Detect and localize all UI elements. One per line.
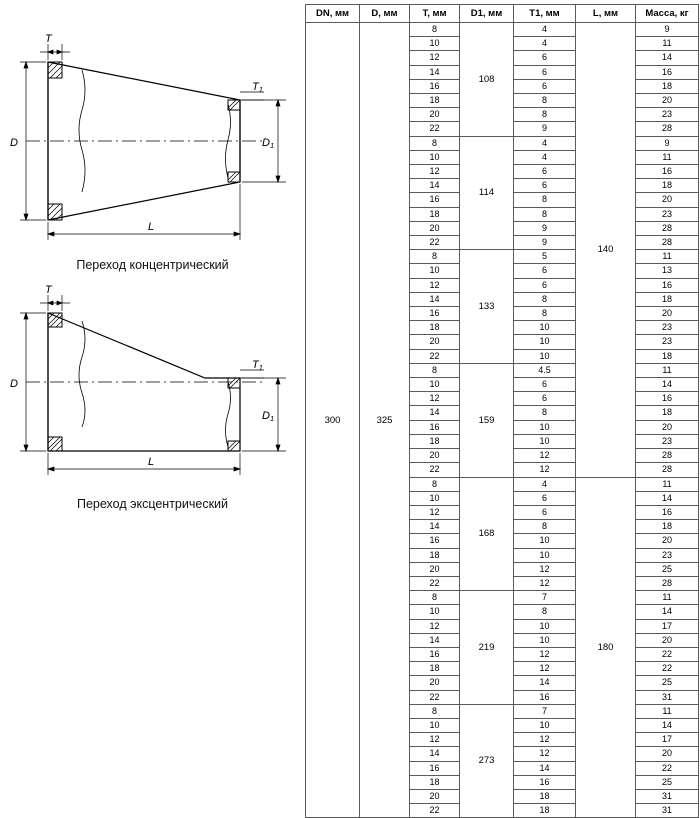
dimensions-table-wrapper xyxy=(305,4,700,818)
cell-t: 8 xyxy=(410,136,460,150)
cell-t: 12 xyxy=(410,733,460,747)
cell-t1: 10 xyxy=(514,534,576,548)
cell-t: 16 xyxy=(410,761,460,775)
cell-t: 14 xyxy=(410,747,460,761)
cell-t1: 10 xyxy=(514,633,576,647)
header-dn: DN, мм xyxy=(306,5,360,23)
drawings-panel xyxy=(0,0,305,588)
cell-dn: 300 xyxy=(306,23,360,818)
cell-mass: 20 xyxy=(636,94,699,108)
cell-t1: 10 xyxy=(514,548,576,562)
header-d: D, мм xyxy=(360,5,410,23)
label-T-concentric: T xyxy=(45,33,52,45)
cell-mass: 11 xyxy=(636,150,699,164)
cell-t1: 6 xyxy=(514,378,576,392)
cell-t: 20 xyxy=(410,676,460,690)
cell-t: 16 xyxy=(410,420,460,434)
header-t1: T1, мм xyxy=(514,5,576,23)
cell-mass: 16 xyxy=(636,165,699,179)
cell-mass: 20 xyxy=(636,633,699,647)
cell-t: 18 xyxy=(410,207,460,221)
cell-t: 8 xyxy=(410,704,460,718)
cell-t1: 12 xyxy=(514,562,576,576)
cell-mass: 11 xyxy=(636,477,699,491)
table-header-row xyxy=(306,5,699,23)
cell-t1: 10 xyxy=(514,420,576,434)
cell-t: 14 xyxy=(410,179,460,193)
cell-t: 22 xyxy=(410,804,460,818)
eccentric-reducer-drawing xyxy=(0,283,305,498)
cell-t: 8 xyxy=(410,477,460,491)
cell-t1: 4 xyxy=(514,150,576,164)
label-L-eccentric: L xyxy=(148,456,155,468)
cell-t1: 10 xyxy=(514,321,576,335)
cell-t: 14 xyxy=(410,406,460,420)
cell-mass: 20 xyxy=(636,534,699,548)
cell-t: 10 xyxy=(410,264,460,278)
label-D1-concentric: D1 xyxy=(262,137,275,150)
cell-d: 325 xyxy=(360,23,410,818)
cell-t1: 14 xyxy=(514,761,576,775)
cell-mass: 11 xyxy=(636,37,699,51)
cell-mass: 18 xyxy=(636,179,699,193)
cell-mass: 23 xyxy=(636,548,699,562)
cell-mass: 28 xyxy=(636,576,699,590)
header-d1: D1, мм xyxy=(460,5,514,23)
cell-mass: 18 xyxy=(636,349,699,363)
cell-mass: 18 xyxy=(636,292,699,306)
cell-t1: 14 xyxy=(514,676,576,690)
cell-mass: 17 xyxy=(636,733,699,747)
cell-mass: 22 xyxy=(636,761,699,775)
dimension-T xyxy=(40,44,70,60)
cell-t: 10 xyxy=(410,378,460,392)
cell-mass: 28 xyxy=(636,122,699,136)
cell-mass: 28 xyxy=(636,236,699,250)
cell-t1: 9 xyxy=(514,221,576,235)
cell-mass: 9 xyxy=(636,23,699,37)
dimension-L-ecc xyxy=(48,453,240,475)
cell-t1: 12 xyxy=(514,647,576,661)
cell-t: 16 xyxy=(410,534,460,548)
cell-t1: 16 xyxy=(514,775,576,789)
concentric-reducer-drawing xyxy=(0,0,305,255)
cell-mass: 20 xyxy=(636,307,699,321)
cell-t: 18 xyxy=(410,94,460,108)
cell-t1: 10 xyxy=(514,434,576,448)
cell-t: 18 xyxy=(410,662,460,676)
cell-mass: 11 xyxy=(636,250,699,264)
cell-t: 12 xyxy=(410,392,460,406)
cell-t: 16 xyxy=(410,193,460,207)
cell-t1: 4 xyxy=(514,477,576,491)
cell-t1: 9 xyxy=(514,122,576,136)
cell-t: 16 xyxy=(410,307,460,321)
cell-t1: 9 xyxy=(514,236,576,250)
header-l: L, мм xyxy=(576,5,636,23)
cell-t1: 6 xyxy=(514,278,576,292)
cell-mass: 20 xyxy=(636,420,699,434)
cell-t1: 8 xyxy=(514,193,576,207)
cell-mass: 14 xyxy=(636,51,699,65)
cell-t: 22 xyxy=(410,690,460,704)
cell-t1: 4.5 xyxy=(514,363,576,377)
cell-t: 14 xyxy=(410,520,460,534)
cell-t1: 16 xyxy=(514,690,576,704)
cell-t1: 6 xyxy=(514,491,576,505)
cell-t1: 6 xyxy=(514,505,576,519)
cell-mass: 31 xyxy=(636,690,699,704)
cell-t1: 6 xyxy=(514,65,576,79)
cell-t: 14 xyxy=(410,292,460,306)
cell-t: 12 xyxy=(410,619,460,633)
cell-t: 10 xyxy=(410,605,460,619)
cell-mass: 25 xyxy=(636,775,699,789)
cell-t: 10 xyxy=(410,718,460,732)
label-D-concentric: D xyxy=(10,137,18,149)
cell-mass: 18 xyxy=(636,520,699,534)
cell-t1: 10 xyxy=(514,335,576,349)
cell-mass: 18 xyxy=(636,79,699,93)
cell-t1: 6 xyxy=(514,392,576,406)
cell-mass: 16 xyxy=(636,65,699,79)
cell-t1: 4 xyxy=(514,136,576,150)
cell-t1: 18 xyxy=(514,804,576,818)
cell-t1: 4 xyxy=(514,37,576,51)
cell-t: 12 xyxy=(410,165,460,179)
cell-t: 8 xyxy=(410,591,460,605)
cell-t: 18 xyxy=(410,775,460,789)
cell-t1: 10 xyxy=(514,718,576,732)
cell-t1: 8 xyxy=(514,94,576,108)
cell-t: 8 xyxy=(410,250,460,264)
cell-t: 22 xyxy=(410,463,460,477)
cell-mass: 28 xyxy=(636,463,699,477)
cell-t: 12 xyxy=(410,278,460,292)
cell-mass: 25 xyxy=(636,676,699,690)
header-mass: Масса, кг xyxy=(636,5,699,23)
cell-mass: 22 xyxy=(636,662,699,676)
label-T-eccentric: T xyxy=(45,284,52,296)
cell-mass: 28 xyxy=(636,221,699,235)
cell-t1: 6 xyxy=(514,51,576,65)
cell-t1: 12 xyxy=(514,449,576,463)
cell-t1: 8 xyxy=(514,108,576,122)
cell-t: 10 xyxy=(410,491,460,505)
cell-mass: 20 xyxy=(636,193,699,207)
header-t: T, мм xyxy=(410,5,460,23)
cell-mass: 20 xyxy=(636,747,699,761)
cell-d1: 133 xyxy=(460,250,514,364)
cell-t1: 8 xyxy=(514,207,576,221)
cell-d1: 273 xyxy=(460,704,514,818)
cell-t: 20 xyxy=(410,108,460,122)
cell-t: 20 xyxy=(410,335,460,349)
cell-t1: 6 xyxy=(514,79,576,93)
cell-d1: 168 xyxy=(460,477,514,591)
label-T1-concentric: T1 xyxy=(252,81,263,94)
dimensions-table xyxy=(305,4,699,818)
caption-eccentric: Переход эксцентрический xyxy=(76,497,229,511)
cell-t: 14 xyxy=(410,633,460,647)
cell-mass: 17 xyxy=(636,619,699,633)
cell-mass: 13 xyxy=(636,264,699,278)
cell-mass: 18 xyxy=(636,406,699,420)
cell-mass: 14 xyxy=(636,378,699,392)
caption-concentric: Переход концентрический xyxy=(76,258,229,272)
cell-mass: 23 xyxy=(636,321,699,335)
cell-t1: 8 xyxy=(514,406,576,420)
cell-t1: 6 xyxy=(514,165,576,179)
cell-t: 22 xyxy=(410,576,460,590)
cell-t: 16 xyxy=(410,647,460,661)
cell-t: 16 xyxy=(410,79,460,93)
cell-d1: 159 xyxy=(460,363,514,477)
cell-mass: 16 xyxy=(636,392,699,406)
cell-mass: 11 xyxy=(636,591,699,605)
cell-t1: 18 xyxy=(514,789,576,803)
cell-t1: 6 xyxy=(514,179,576,193)
cell-mass: 11 xyxy=(636,363,699,377)
cell-t: 10 xyxy=(410,150,460,164)
cell-mass: 23 xyxy=(636,434,699,448)
cell-mass: 14 xyxy=(636,605,699,619)
cell-mass: 23 xyxy=(636,335,699,349)
dimension-T-ecc xyxy=(40,295,70,311)
cell-mass: 9 xyxy=(636,136,699,150)
cell-t1: 12 xyxy=(514,662,576,676)
table-row xyxy=(306,23,699,37)
cell-mass: 31 xyxy=(636,804,699,818)
cell-t: 22 xyxy=(410,236,460,250)
cell-t1: 12 xyxy=(514,576,576,590)
cell-t: 8 xyxy=(410,363,460,377)
cell-t1: 5 xyxy=(514,250,576,264)
cell-t: 10 xyxy=(410,37,460,51)
cell-mass: 28 xyxy=(636,449,699,463)
cell-t: 18 xyxy=(410,548,460,562)
cell-t1: 6 xyxy=(514,264,576,278)
table-body xyxy=(306,23,699,818)
cell-l: 180 xyxy=(576,477,636,818)
cell-t: 12 xyxy=(410,505,460,519)
cell-t: 18 xyxy=(410,434,460,448)
cell-t1: 7 xyxy=(514,704,576,718)
cell-mass: 31 xyxy=(636,789,699,803)
cell-mass: 14 xyxy=(636,491,699,505)
cell-t1: 8 xyxy=(514,520,576,534)
cell-t: 22 xyxy=(410,122,460,136)
cell-mass: 25 xyxy=(636,562,699,576)
cell-t1: 12 xyxy=(514,747,576,761)
cell-mass: 16 xyxy=(636,505,699,519)
cell-t1: 7 xyxy=(514,591,576,605)
cell-t1: 10 xyxy=(514,619,576,633)
cell-t1: 8 xyxy=(514,605,576,619)
cell-t: 20 xyxy=(410,789,460,803)
cell-d1: 108 xyxy=(460,23,514,137)
label-D1-eccentric: D1 xyxy=(262,410,275,423)
cell-t1: 10 xyxy=(514,349,576,363)
cell-t1: 8 xyxy=(514,292,576,306)
label-L-concentric: L xyxy=(148,221,155,233)
cell-t: 12 xyxy=(410,51,460,65)
cell-t: 20 xyxy=(410,221,460,235)
cell-mass: 22 xyxy=(636,647,699,661)
cell-mass: 14 xyxy=(636,718,699,732)
cell-t: 20 xyxy=(410,449,460,463)
cell-t1: 12 xyxy=(514,463,576,477)
cell-t: 18 xyxy=(410,321,460,335)
cell-t: 8 xyxy=(410,23,460,37)
cell-d1: 114 xyxy=(460,136,514,250)
cell-mass: 16 xyxy=(636,278,699,292)
label-D-eccentric: D xyxy=(10,378,18,390)
label-T1-eccentric: T1 xyxy=(252,359,263,372)
cell-mass: 11 xyxy=(636,704,699,718)
cell-d1: 219 xyxy=(460,591,514,705)
cell-t: 14 xyxy=(410,65,460,79)
cell-t: 20 xyxy=(410,562,460,576)
cell-mass: 23 xyxy=(636,207,699,221)
cell-l: 140 xyxy=(576,23,636,478)
cell-t1: 4 xyxy=(514,23,576,37)
cell-t1: 12 xyxy=(514,733,576,747)
cell-t1: 8 xyxy=(514,307,576,321)
cell-t: 22 xyxy=(410,349,460,363)
cell-mass: 23 xyxy=(636,108,699,122)
